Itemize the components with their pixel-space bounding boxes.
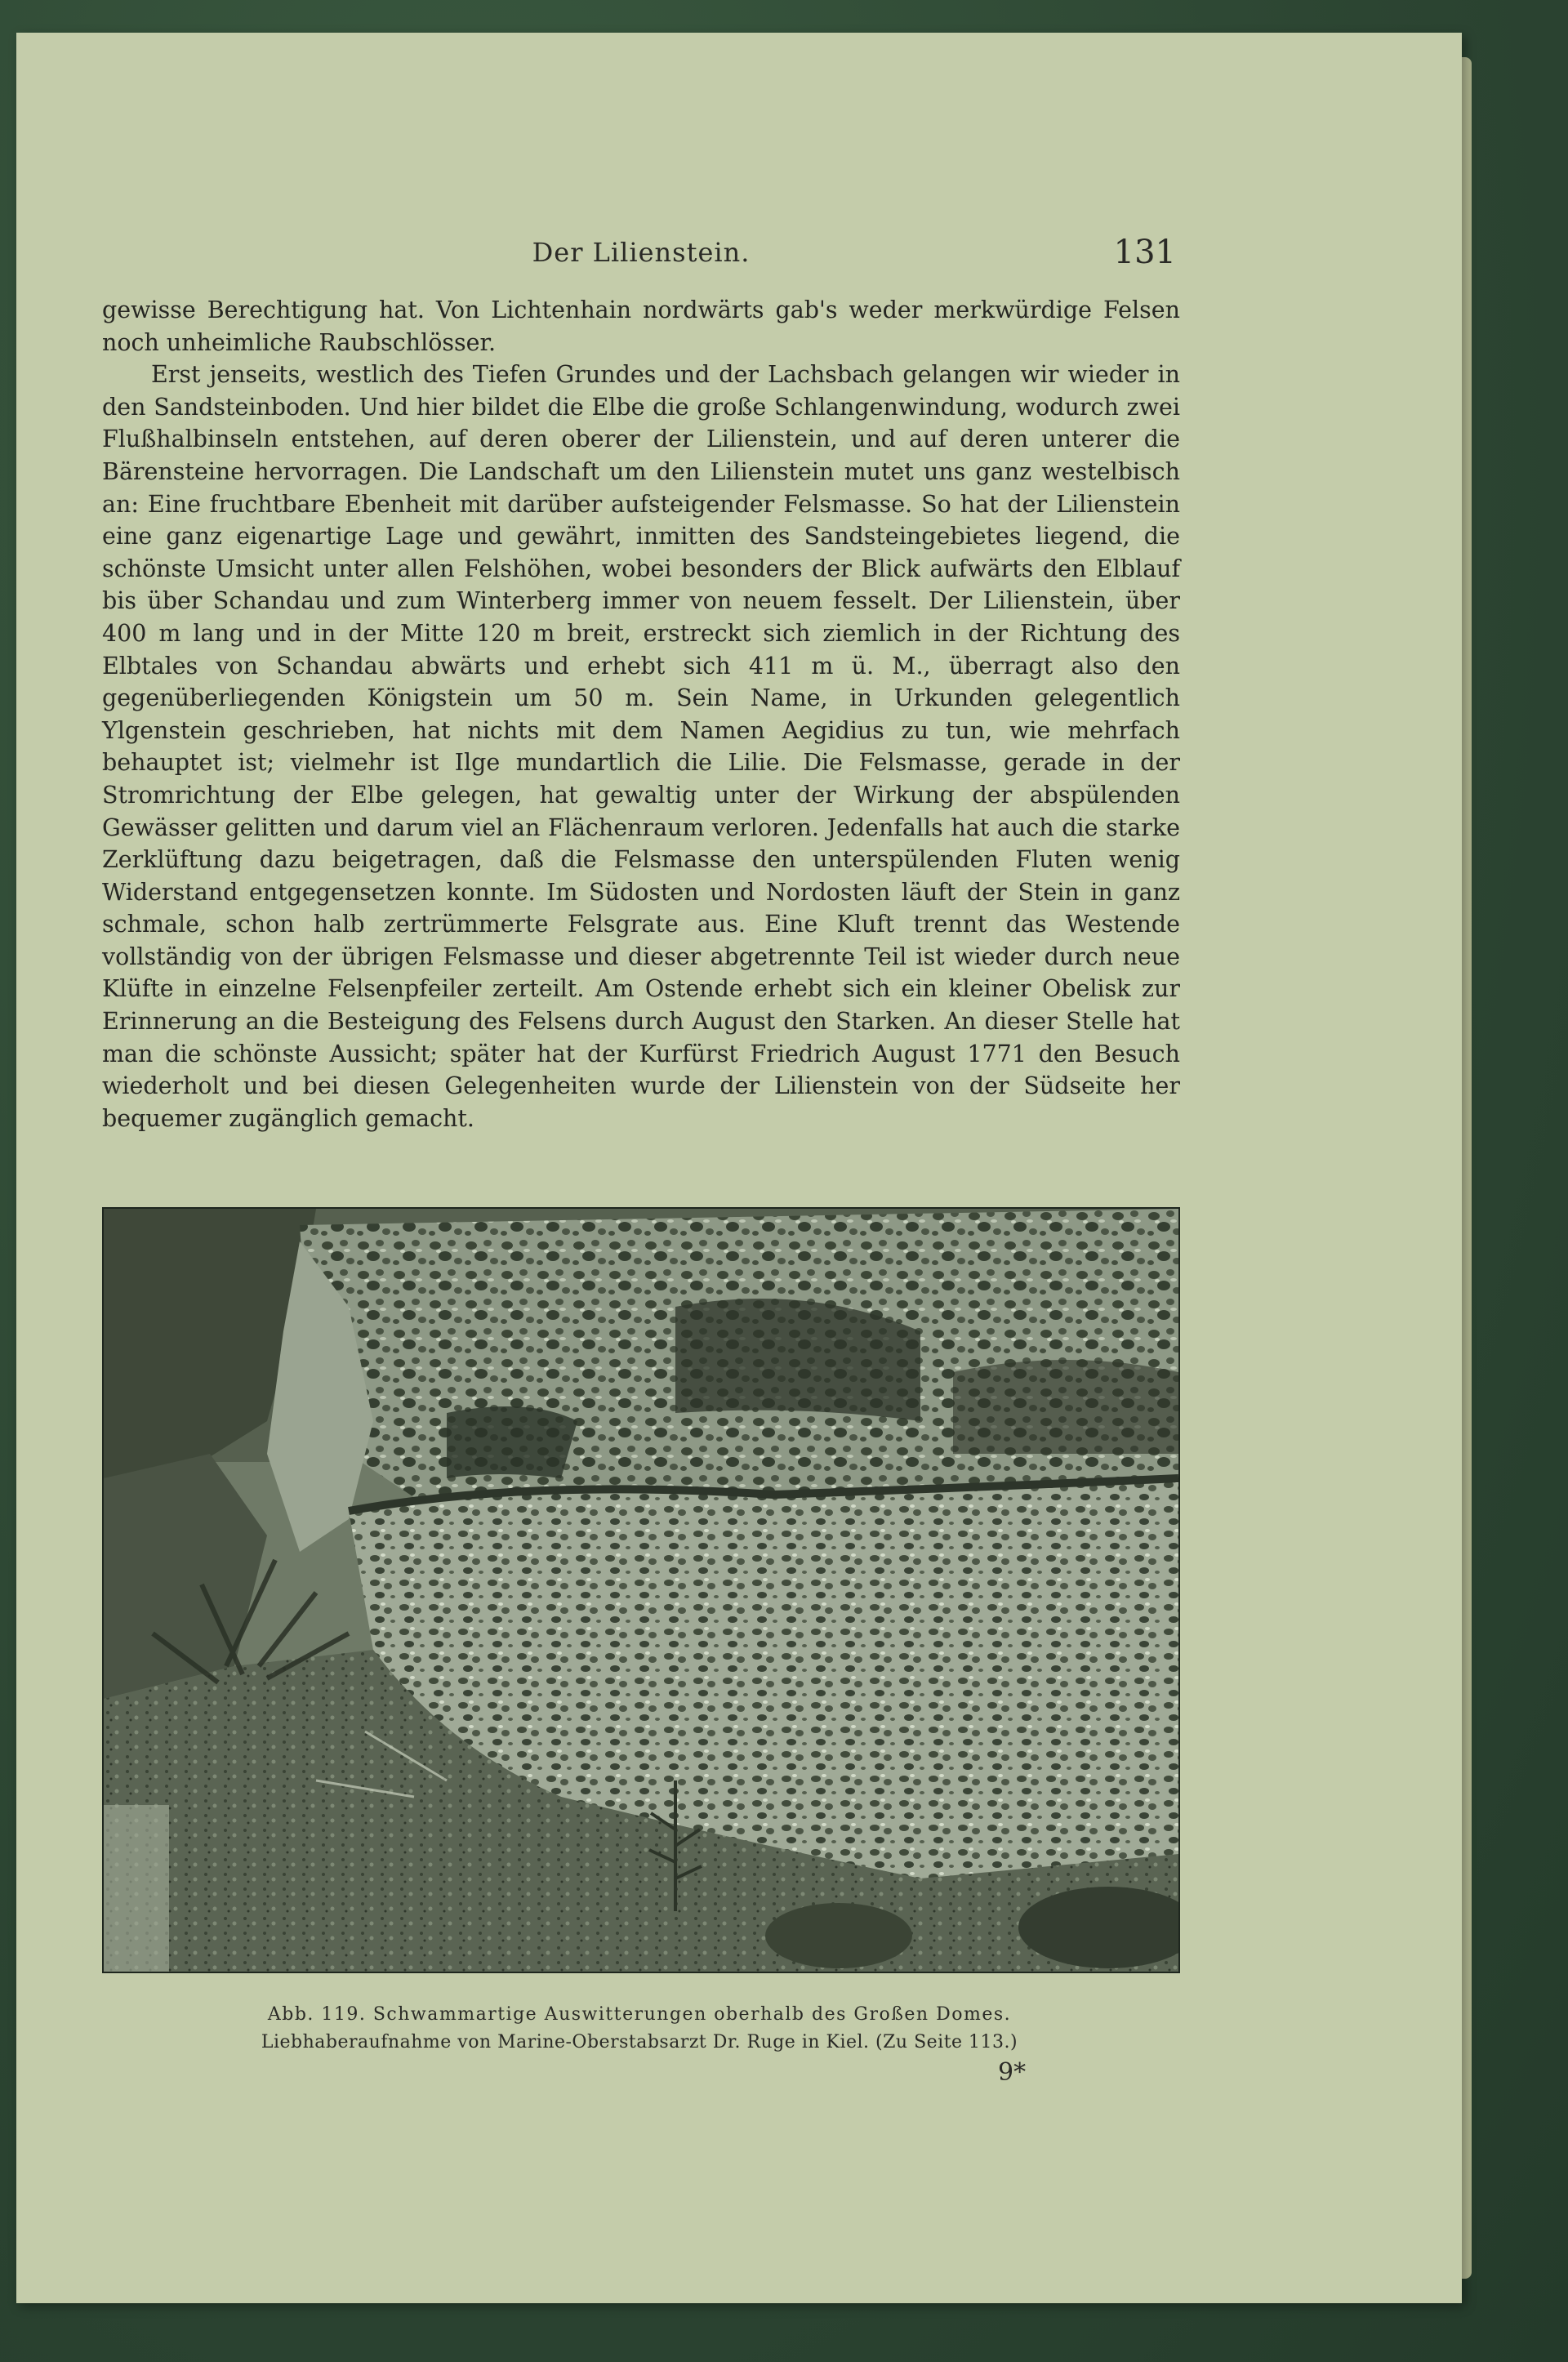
figure-caption [102,2001,1177,2057]
body-text [102,294,1180,1134]
printer-signature-mark: 9* [998,2058,1027,2087]
page-header [106,234,1176,278]
caption-credit: Liebhaberaufnahme von Marine-Oberstabsarzt Dr. Ruge in Kiel. (Zu Seite 113.) [261,2032,1018,2052]
photo-illustration [104,1209,1178,1972]
page-number: 131 [1113,234,1176,271]
paragraph: gewisse Berechtigung hat. Von Lichtenhain nordwärts gab's weder merkwürdige Felsen noch unheimliche Raubschlösser. [102,296,1180,356]
caption-title: Abb. 119. Schwammartige Auswitterungen oberhalb des Großen Domes. [267,2004,1012,2025]
photograph-sponge-weathering [102,1207,1180,1973]
paragraph: Erst jenseits, westlich des Tiefen Grundes und der Lachsbach gelangen wir wieder in den Sandsteinboden. Und hier bildet die Elbe die große Schlangenwindung, wodurch zwei Flußhalbinseln entstehen, auf deren oberer der Lilienstein, und auf deren unterer die Bärensteine hervorragen. Die Landschaft um den Lilienstein mutet uns ganz westelbisch an: Eine fruchtbare Ebenheit mit darüber aufsteigender Felsmasse. So hat der Lilienstein eine ganz eigenartige Lage und gewährt, inmitten des Sandsteingebietes liegend, die schönste Umsicht unter allen Felshöhen, wobei besonders der Blick aufwärts den Elblauf bis über Schandau und zum Winterberg immer von neuem fesselt. Der Lilienstein, über 400 m lang und in der Mitte 120 m breit, erstreckt sich ziemlich in der Richtung des Elbtales von Schandau abwärts und erhebt sich 411 m ü. M., überragt also den gegenüberliegenden Königstein um 50 m. Sein Name, in Urkunden gelegentlich Ylgenstein geschrieben, hat nichts mit dem Namen Aegidius zu tun, wie mehrfach behauptet ist; vielmehr ist Ilge mundartlich die Lilie. Die Felsmasse, gerade in der Stromrichtung der Elbe gelegen, hat gewaltig unter der Wirkung der abspülenden Gewässer gelitten und darum viel an Flächenraum verloren. Jedenfalls hat auch die starke Zerklüftung dazu beigetragen, daß die Felsmasse den unterspülenden Fluten wenig Widerstand entgegensetzen konnte. Im Südosten und Nordosten läuft der Stein in ganz schmale, schon halb zertrümmerte Felsgrate aus. Eine Kluft trennt das Westende vollständig von der übrigen Felsmasse und dieser abgetrennte Teil ist wieder durch neue Klüfte in einzelne Felsenpfeiler zerteilt. Am Ostende erhebt sich ein kleiner Obelisk zur Erinnerung an die Besteigung des Felsens durch August den Starken. An dieser Stelle hat man die schönste Aussicht; später hat der Kurfürst Friedrich August 1771 den Besuch wiederholt und bei diesen Gelegenheiten wurde der Lilienstein von der Südseite her bequemer zugänglich gemacht. [102,361,1180,1132]
running-head: Der Lilienstein. [532,237,751,268]
